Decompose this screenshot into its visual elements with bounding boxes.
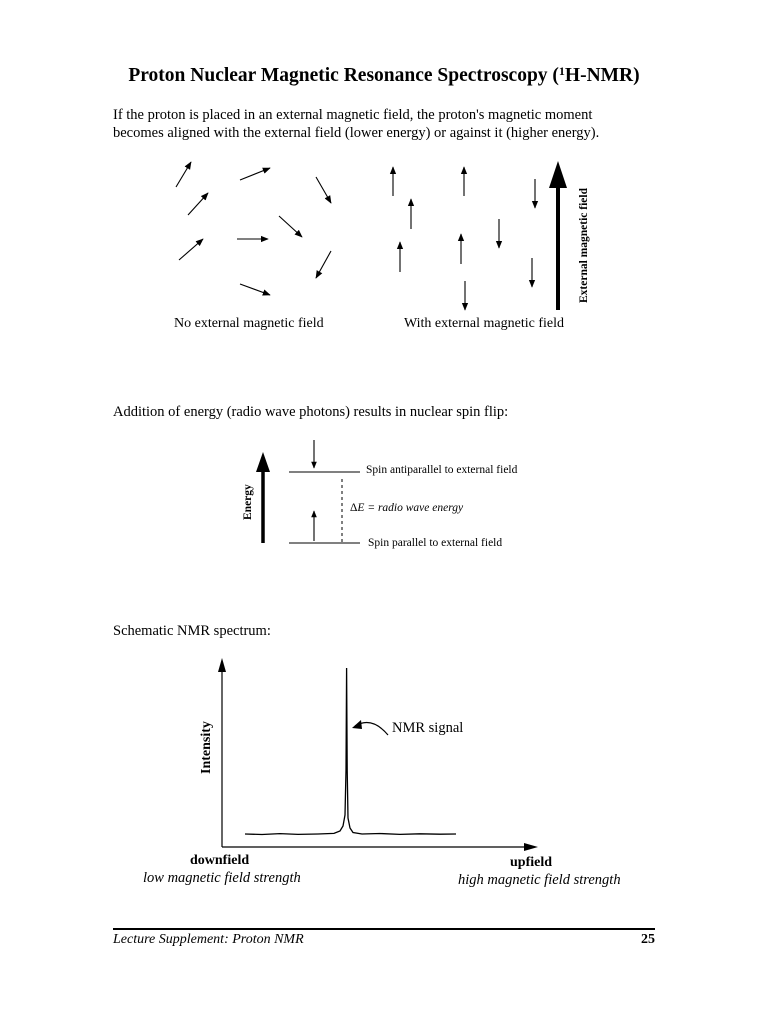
moment-arrow (316, 251, 331, 278)
footer-rule (113, 928, 655, 930)
moment-arrow (279, 216, 302, 237)
magnetic-moment-figure (0, 0, 768, 320)
signal-pointer-head (352, 720, 362, 729)
nmr-signal-label: NMR signal (392, 720, 464, 736)
title-prefix: Proton Nuclear Magnetic Resonance Spectroscopy ( (128, 65, 559, 86)
nmr-spectrum (0, 650, 768, 860)
field-label: External magnetic field (578, 188, 590, 303)
lower-level-label: Spin parallel to external field (368, 537, 503, 549)
intro-line-2: becomes aligned with the external field (lower energy) or against it (higher energy). (113, 125, 600, 141)
aligned-moments (393, 167, 535, 310)
y-axis-arrowhead (218, 658, 226, 672)
energy-arrow (256, 452, 270, 543)
upfield-sublabel: high magnetic field strength (458, 872, 621, 888)
intro-line-1: If the proton is placed in an external magnetic field, the proton's magnetic moment (113, 107, 593, 123)
field-arrow (549, 161, 567, 310)
footer-title: Lecture Supplement: Proton NMR (113, 932, 304, 947)
spectrum-trace (245, 668, 456, 835)
no-field-caption: No external magnetic field (174, 316, 324, 331)
random-moments (176, 162, 331, 295)
title-superscript: 1 (558, 64, 565, 78)
spectrum-intro: Schematic NMR spectrum: (113, 623, 271, 639)
delta-e-label (350, 502, 463, 514)
moment-arrow (240, 168, 270, 180)
upper-level-label: Spin antiparallel to external field (366, 464, 518, 476)
spin-flip-intro: Addition of energy (radio wave photons) results in nuclear spin flip: (113, 404, 509, 420)
energy-label: Energy (242, 484, 254, 520)
title-suffix: H-NMR) (564, 65, 640, 86)
with-field-caption: With external magnetic field (404, 316, 564, 331)
moment-arrow (188, 193, 208, 215)
intensity-label: Intensity (199, 721, 214, 774)
downfield-sublabel: low magnetic field strength (143, 870, 301, 886)
x-axis-arrowhead (524, 843, 538, 851)
delta-var: E (357, 502, 365, 514)
moment-arrow (179, 239, 203, 260)
delta-symbol: Δ (350, 502, 358, 514)
delta-rest: = radio wave energy (364, 502, 464, 514)
moment-arrow (176, 162, 191, 187)
moment-arrow (316, 177, 331, 203)
upfield-label: upfield (510, 855, 553, 870)
page-number: 25 (641, 932, 655, 947)
downfield-label: downfield (190, 853, 250, 868)
moment-arrow (240, 284, 270, 295)
